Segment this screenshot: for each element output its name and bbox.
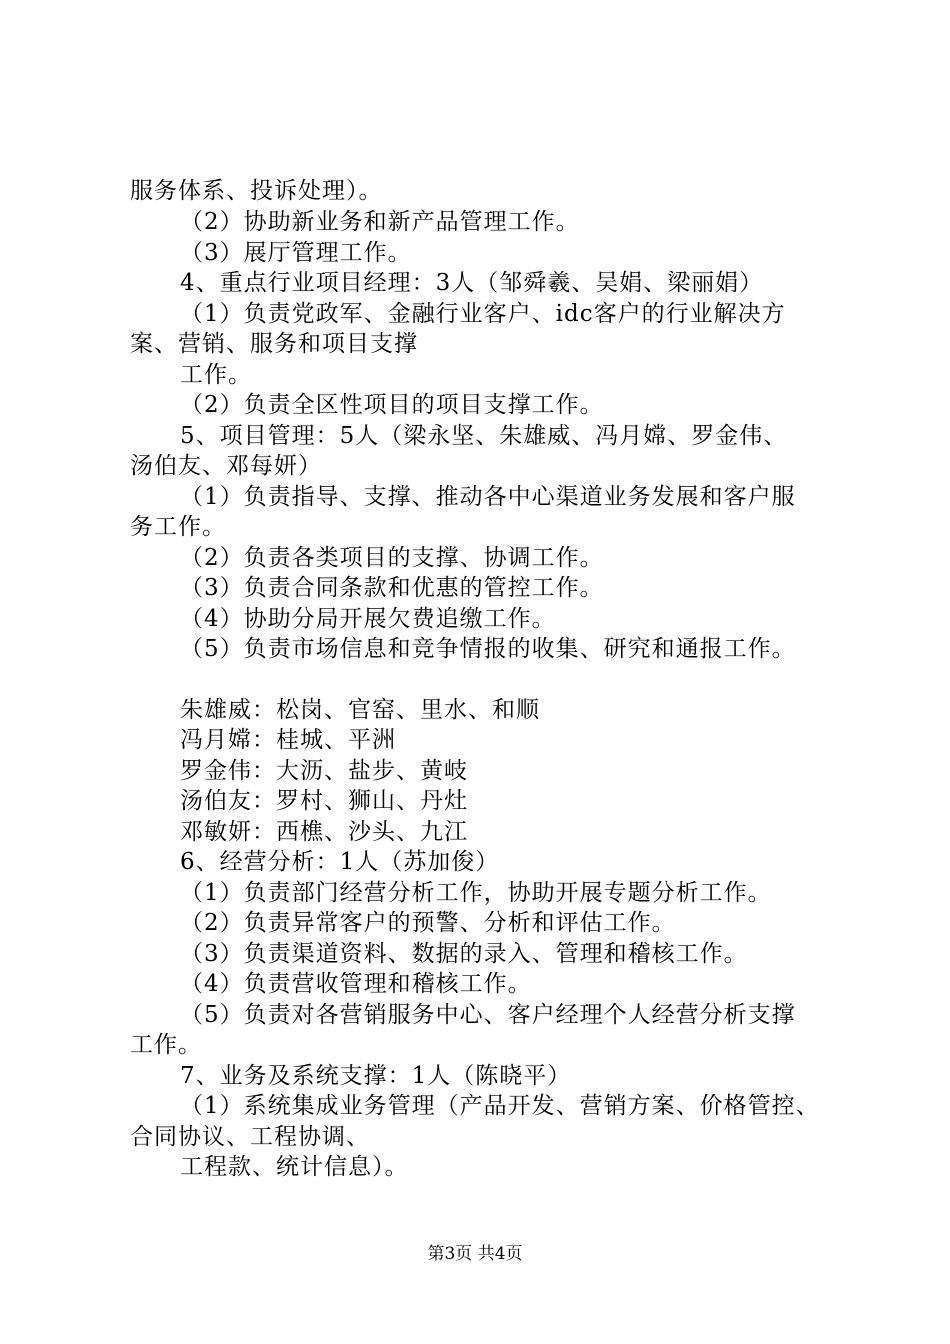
text-line: （2）负责各类项目的支撑、协调工作。 xyxy=(180,545,604,571)
text-line: 服务体系、投诉处理）。 xyxy=(130,178,383,204)
page-footer: 第3页 共4页 xyxy=(427,1244,523,1264)
text-line: 5、项目管理：5人（梁永坚、朱雄威、冯月嫦、罗金伟、 xyxy=(180,423,788,449)
text-line: 工作。 xyxy=(130,1032,202,1058)
text-line: 合同协议、工程协调、 xyxy=(130,1124,370,1150)
text-line: （3）负责合同条款和优惠的管控工作。 xyxy=(180,575,604,601)
text-line: 案、营销、服务和项目支撑 xyxy=(130,331,418,357)
text-line: （2）负责异常客户的预警、分析和评估工作。 xyxy=(180,910,676,936)
text-line: 汤伯友、邓每妍） xyxy=(130,453,322,479)
text-line: （1）系统集成业务管理（产品开发、营销方案、价格管控、 xyxy=(180,1093,820,1119)
text-line: （3）负责渠道资料、数据的录入、管理和稽核工作。 xyxy=(180,941,748,967)
text-line: （4）负责营收管理和稽核工作。 xyxy=(180,971,532,997)
text-line: （1）负责指导、支撑、推动各中心渠道业务发展和客户服 xyxy=(180,484,796,510)
text-line: 工程款、统计信息）。 xyxy=(180,1154,409,1180)
text-line: 朱雄威：松岗、官窑、里水、和顺 xyxy=(180,697,540,723)
text-line: 邓敏妍：西樵、沙头、九江 xyxy=(180,819,468,845)
text-line: 罗金伟：大沥、盐步、黄岐 xyxy=(180,758,468,784)
text-line: （1）负责党政军、金融行业客户、idc客户的行业解决方 xyxy=(180,301,786,327)
text-line: 务工作。 xyxy=(130,514,226,540)
text-line: （5）负责对各营销服务中心、客户经理个人经营分析支撑 xyxy=(180,1002,796,1028)
text-line: 6、经营分析：1人（苏加俊） xyxy=(180,849,500,875)
text-line: （5）负责市场信息和竞争情报的收集、研究和通报工作。 xyxy=(180,636,796,662)
text-line: 工作。 xyxy=(180,362,252,388)
text-line: 汤伯友：罗村、狮山、丹灶 xyxy=(180,788,468,814)
text-line: 冯月嫦：桂城、平洲 xyxy=(180,727,396,753)
text-line: （3）展厅管理工作。 xyxy=(180,240,412,266)
text-line: （1）负责部门经营分析工作，协助开展专题分析工作。 xyxy=(180,880,772,906)
text-line: （2）协助新业务和新产品管理工作。 xyxy=(180,209,580,235)
text-line: （2）负责全区性项目的项目支撑工作。 xyxy=(180,392,604,418)
text-line: （4）协助分局开展欠费追缴工作。 xyxy=(180,606,556,632)
text-line: 7、业务及系统支撑：1人（陈晓平） xyxy=(180,1063,572,1089)
text-line: 4、重点行业项目经理：3人（邹舜羲、吴娟、梁丽娟） xyxy=(180,270,764,296)
